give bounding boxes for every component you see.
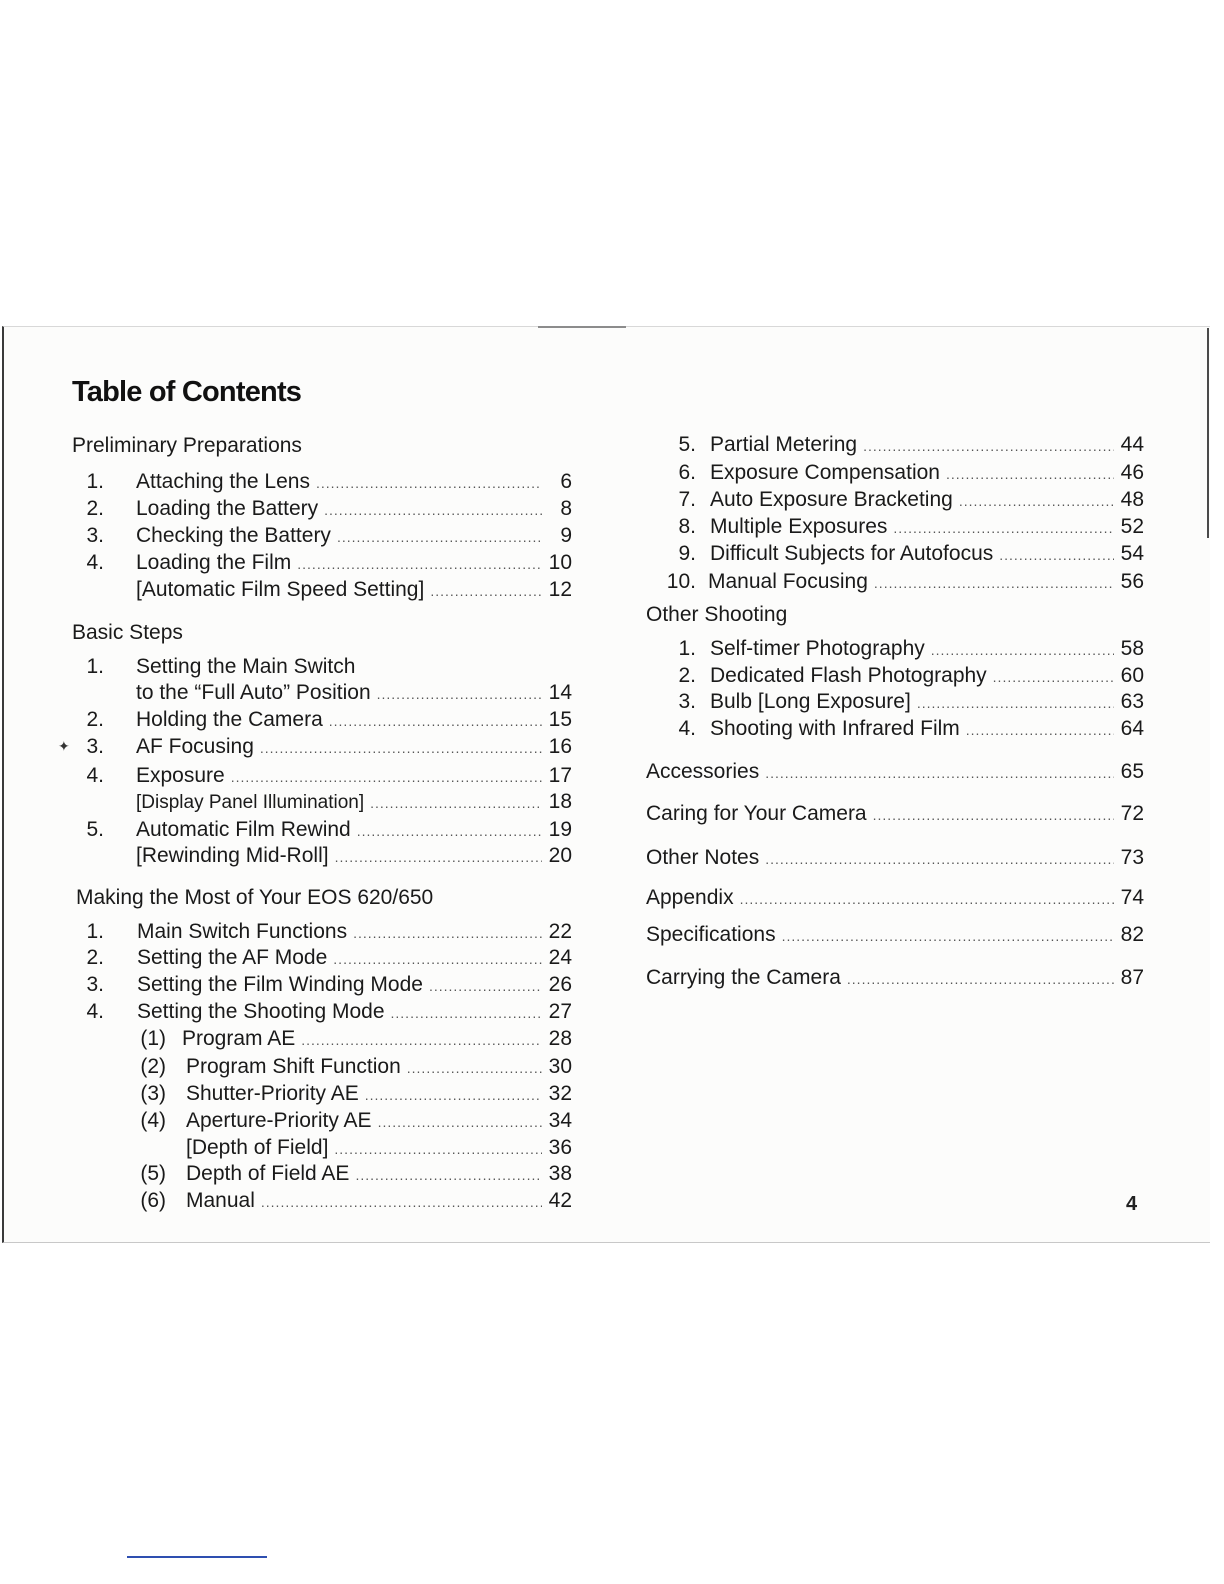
entry-title: Shutter-Priority AE — [186, 1082, 359, 1105]
dot-leader — [324, 502, 542, 518]
entry-number: (2) — [140, 1055, 166, 1078]
entry-number: (4) — [140, 1109, 166, 1132]
entry-number: 3. — [86, 973, 104, 996]
entry-page: 28 — [548, 1027, 572, 1050]
entry-number: 2. — [86, 497, 104, 520]
toc-entry-appendix[interactable] — [646, 886, 1144, 912]
toc-entry[interactable] — [72, 973, 572, 999]
entry-title: [Depth of Field] — [186, 1136, 329, 1159]
entry-title: Specifications — [646, 923, 776, 946]
dot-leader — [329, 713, 542, 729]
dot-leader — [959, 493, 1114, 509]
dot-leader — [377, 686, 542, 702]
dot-leader — [893, 520, 1114, 536]
dot-leader — [407, 1060, 542, 1076]
toc-entry[interactable] — [72, 708, 572, 734]
entry-page: 26 — [548, 973, 572, 996]
entry-number: 5. — [86, 818, 104, 841]
entry-page: 19 — [548, 818, 572, 841]
toc-entry[interactable] — [106, 1082, 572, 1108]
toc-entry[interactable] — [106, 1162, 572, 1188]
entry-title: Partial Metering — [710, 433, 858, 456]
dot-leader — [316, 475, 542, 491]
dot-leader — [334, 1141, 542, 1157]
dot-leader — [946, 466, 1114, 482]
entry-number: 7. — [678, 488, 696, 511]
entry-title: Manual Focusing — [708, 570, 868, 593]
entry-page: 30 — [548, 1055, 572, 1078]
dot-leader — [765, 765, 1114, 781]
toc-entry[interactable] — [72, 524, 572, 550]
entry-title: Bulb [Long Exposure] — [710, 690, 911, 713]
dot-leader — [370, 795, 542, 811]
section-heading-other-shooting: Other Shooting — [646, 603, 788, 626]
entry-page: 6 — [560, 470, 572, 493]
entry-page: 60 — [1120, 664, 1144, 687]
entry-title: Difficult Subjects for Autofocus — [710, 542, 994, 565]
entry-page: 52 — [1120, 515, 1144, 538]
entry-title: Manual — [186, 1189, 255, 1212]
entry-page: 18 — [548, 790, 572, 813]
entry-title: Setting the Shooting Mode — [137, 1000, 385, 1023]
entry-title: Exposure — [136, 764, 225, 787]
toc-entry[interactable] — [72, 551, 572, 577]
entry-page: 24 — [548, 946, 572, 969]
entry-title: Caring for Your Camera — [646, 802, 867, 825]
toc-entry[interactable] — [72, 655, 572, 681]
entry-title: Program AE — [182, 1027, 296, 1050]
dot-leader — [355, 1167, 542, 1183]
toc-entry[interactable] — [106, 1136, 572, 1162]
entry-title: Setting the AF Mode — [137, 946, 328, 969]
entry-number: (3) — [140, 1082, 166, 1105]
entry-number: 1. — [86, 920, 104, 943]
dot-leader — [873, 807, 1114, 823]
dot-leader — [430, 583, 542, 599]
entry-page: 27 — [548, 1000, 572, 1023]
toc-entry[interactable] — [646, 461, 1144, 487]
dot-leader — [261, 1194, 542, 1210]
dot-leader — [847, 971, 1114, 987]
dot-leader — [260, 740, 542, 756]
toc-entry[interactable] — [646, 570, 1144, 596]
toc-entry[interactable] — [646, 433, 1144, 459]
entry-page: 63 — [1120, 690, 1144, 713]
entry-title: Accessories — [646, 760, 760, 783]
entry-number: (6) — [140, 1189, 166, 1212]
toc-entry[interactable] — [72, 681, 572, 707]
entry-title: Loading the Film — [136, 551, 292, 574]
entry-number: 3. — [86, 524, 104, 547]
toc-entry[interactable] — [72, 1000, 572, 1026]
entry-page: 54 — [1120, 542, 1144, 565]
entry-page: 44 — [1120, 433, 1144, 456]
entry-title: Setting the Film Winding Mode — [137, 973, 423, 996]
section-heading-preliminary-preparations: Preliminary Preparations — [72, 434, 302, 457]
entry-title: Appendix — [646, 886, 734, 909]
entry-title: Loading the Battery — [136, 497, 319, 520]
entry-page: 36 — [548, 1136, 572, 1159]
entry-title: Auto Exposure Bracketing — [710, 488, 953, 511]
section-heading-making-the-most: Making the Most of Your EOS 620/650 — [76, 886, 434, 909]
entry-number: 3. — [86, 735, 104, 758]
entry-number: 1. — [86, 655, 104, 678]
dot-leader — [429, 978, 542, 994]
dot-leader — [333, 951, 542, 967]
entry-number: 4. — [86, 764, 104, 787]
dot-leader — [740, 891, 1114, 907]
entry-page: 10 — [548, 551, 572, 574]
dot-leader — [231, 769, 542, 785]
dot-leader — [966, 722, 1114, 738]
dot-leader — [999, 547, 1114, 563]
entry-number: 4. — [86, 1000, 104, 1023]
entry-page: 14 — [548, 681, 572, 704]
entry-title: Multiple Exposures — [710, 515, 888, 538]
page-edge-shadow — [1207, 328, 1209, 538]
entry-number: 10. — [666, 570, 696, 593]
entry-page: 17 — [548, 764, 572, 787]
entry-page: 32 — [548, 1082, 572, 1105]
entry-number: (1) — [140, 1027, 166, 1050]
entry-number: 2. — [678, 664, 696, 687]
entry-page: 72 — [1120, 802, 1144, 825]
dot-leader — [931, 642, 1114, 658]
dot-leader — [863, 438, 1114, 454]
entry-number: 2. — [86, 946, 104, 969]
dot-leader — [335, 849, 542, 865]
toc-entry[interactable] — [646, 542, 1144, 568]
entry-title: [Display Panel Illumination] — [136, 792, 365, 813]
toc-entry[interactable] — [106, 1055, 572, 1081]
dot-leader — [993, 669, 1114, 685]
toc-entry[interactable] — [72, 764, 572, 790]
entry-number: 2. — [86, 708, 104, 731]
entry-page: 65 — [1120, 760, 1144, 783]
toc-entry[interactable] — [106, 1189, 572, 1215]
entry-number: 1. — [678, 637, 696, 660]
dot-leader — [337, 529, 542, 545]
entry-number: 5. — [678, 433, 696, 456]
entry-page: 64 — [1120, 717, 1144, 740]
toc-entry[interactable] — [72, 578, 572, 604]
dot-leader — [353, 925, 542, 941]
dot-leader — [301, 1032, 542, 1048]
toc-entry[interactable] — [646, 717, 1144, 743]
toc-entry[interactable] — [646, 664, 1144, 690]
entry-title: Attaching the Lens — [136, 470, 310, 493]
dot-leader — [297, 556, 542, 572]
dot-leader — [874, 575, 1114, 591]
entry-title: Other Notes — [646, 846, 760, 869]
scan-smudge — [538, 326, 626, 328]
entry-page: 38 — [548, 1162, 572, 1185]
entry-title: [Rewinding Mid-Roll] — [136, 844, 329, 867]
entry-title: Automatic Film Rewind — [136, 818, 351, 841]
toc-entry[interactable] — [646, 690, 1144, 716]
entry-title: Program Shift Function — [186, 1055, 401, 1078]
toc-entry-caring[interactable] — [646, 802, 1144, 828]
dot-leader — [391, 1005, 542, 1021]
entry-number: 3. — [678, 690, 696, 713]
toc-entry[interactable] — [646, 488, 1144, 514]
toc-entry[interactable] — [72, 920, 572, 946]
toc-entry[interactable] — [106, 1027, 572, 1053]
toc-entry[interactable] — [72, 818, 572, 844]
toc-entry[interactable] — [72, 946, 572, 972]
dot-leader — [357, 823, 542, 839]
toc-entry-accessories[interactable] — [646, 760, 1144, 786]
entry-title: Setting the Main Switch — [136, 655, 356, 678]
entry-title: Shooting with Infrared Film — [710, 717, 960, 740]
entry-page: 82 — [1120, 923, 1144, 946]
entry-title: [Automatic Film Speed Setting] — [136, 578, 425, 601]
entry-page: 48 — [1120, 488, 1144, 511]
entry-page: 73 — [1120, 846, 1144, 869]
entry-page: 20 — [548, 844, 572, 867]
entry-title: Aperture-Priority AE — [186, 1109, 372, 1132]
section-heading-basic-steps: Basic Steps — [72, 621, 183, 644]
entry-title: Depth of Field AE — [186, 1162, 350, 1185]
entry-number: 8. — [678, 515, 696, 538]
toc-entry[interactable] — [646, 515, 1144, 541]
entry-page: 87 — [1120, 966, 1144, 989]
entry-title: AF Focusing — [136, 735, 254, 758]
toc-entry[interactable] — [72, 735, 572, 761]
entry-page: 74 — [1120, 886, 1144, 909]
entry-page: 58 — [1120, 637, 1144, 660]
stray-mark-icon: ✦ — [58, 738, 70, 754]
toc-entry[interactable] — [106, 1109, 572, 1135]
entry-title: Exposure Compensation — [710, 461, 940, 484]
entry-title: Checking the Battery — [136, 524, 331, 547]
entry-number: 6. — [678, 461, 696, 484]
toc-entry[interactable] — [72, 470, 572, 496]
entry-page: 42 — [548, 1189, 572, 1212]
entry-title: Dedicated Flash Photography — [710, 664, 987, 687]
dot-leader — [782, 928, 1114, 944]
entry-number: 4. — [678, 717, 696, 740]
page-title: Table of Contents — [72, 376, 302, 408]
scan-artifact-line — [127, 1556, 267, 1558]
entry-number: 9. — [678, 542, 696, 565]
entry-page: 34 — [548, 1109, 572, 1132]
page-number: 4 — [1126, 1193, 1138, 1215]
entry-number: (5) — [140, 1162, 166, 1185]
entry-page: 56 — [1120, 570, 1144, 593]
entry-title: Self-timer Photography — [710, 637, 925, 660]
entry-number: 4. — [86, 551, 104, 574]
dot-leader — [365, 1087, 542, 1103]
entry-page: 8 — [560, 497, 572, 520]
toc-entry[interactable] — [72, 844, 572, 870]
dot-leader — [378, 1114, 542, 1130]
dot-leader — [765, 851, 1114, 867]
entry-title: Carrying the Camera — [646, 966, 841, 989]
toc-entry[interactable] — [72, 497, 572, 523]
entry-page: 16 — [548, 735, 572, 758]
entry-page: 15 — [548, 708, 572, 731]
toc-entry-carrying[interactable] — [646, 966, 1144, 992]
entry-title: Main Switch Functions — [137, 920, 348, 943]
entry-number: 1. — [86, 470, 104, 493]
entry-title: to the “Full Auto” Position — [136, 681, 371, 704]
entry-title: Holding the Camera — [136, 708, 323, 731]
entry-page: 22 — [548, 920, 572, 943]
toc-entry-specifications[interactable] — [646, 923, 1144, 949]
toc-entry[interactable] — [72, 790, 572, 816]
entry-page: 46 — [1120, 461, 1144, 484]
dot-leader — [917, 695, 1114, 711]
entry-page: 9 — [560, 524, 572, 547]
toc-entry-other-notes[interactable] — [646, 846, 1144, 872]
toc-entry[interactable] — [646, 637, 1144, 663]
entry-page: 12 — [548, 578, 572, 601]
